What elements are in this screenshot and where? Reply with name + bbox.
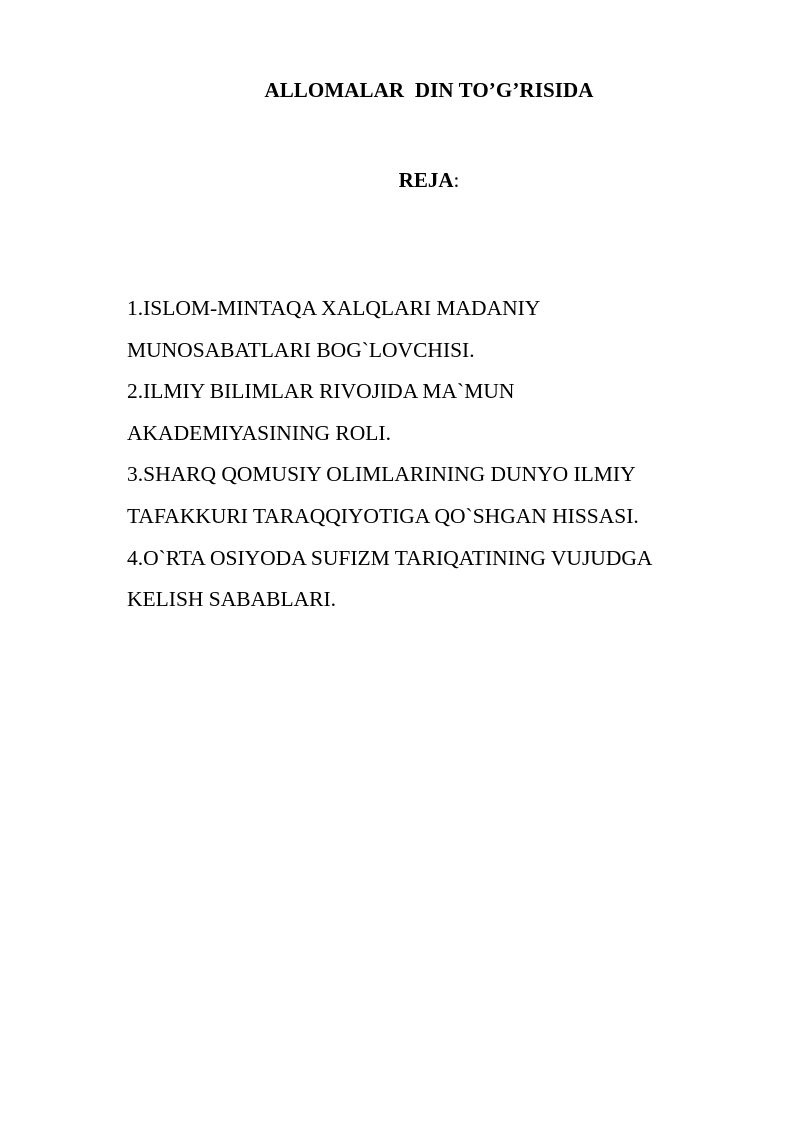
document-title: ALLOMALAR DIN TO’G’RISIDA bbox=[264, 78, 594, 102]
plan-line: TAFAKKURI TARAQQIYOTIGA QO`SHGAN HISSASI. bbox=[127, 503, 639, 528]
plan-line: 4.O`RTA OSIYODA SUFIZM TARIQATINING VUJUDGA bbox=[127, 545, 653, 570]
plan-heading-colon: : bbox=[453, 168, 460, 192]
plan-heading-label: REJA bbox=[398, 168, 454, 192]
plan-line: 1.ISLOM-MINTAQA XALQLARI MADANIY bbox=[127, 296, 541, 320]
plan-line: 3.SHARQ QOMUSIY OLIMLARINING DUNYO ILMIY bbox=[127, 462, 636, 487]
plan-list bbox=[127, 288, 767, 621]
plan-line: KELISH SABABLARI. bbox=[127, 587, 337, 612]
plan-line: 2.ILMIY BILIMLAR RIVOJIDA MA`MUN bbox=[127, 379, 515, 404]
plan-heading bbox=[0, 168, 800, 193]
plan-line: MUNOSABATLARI BOG`LOVCHISI. bbox=[127, 337, 475, 362]
plan-line: AKADEMIYASINING ROLI. bbox=[127, 420, 391, 445]
